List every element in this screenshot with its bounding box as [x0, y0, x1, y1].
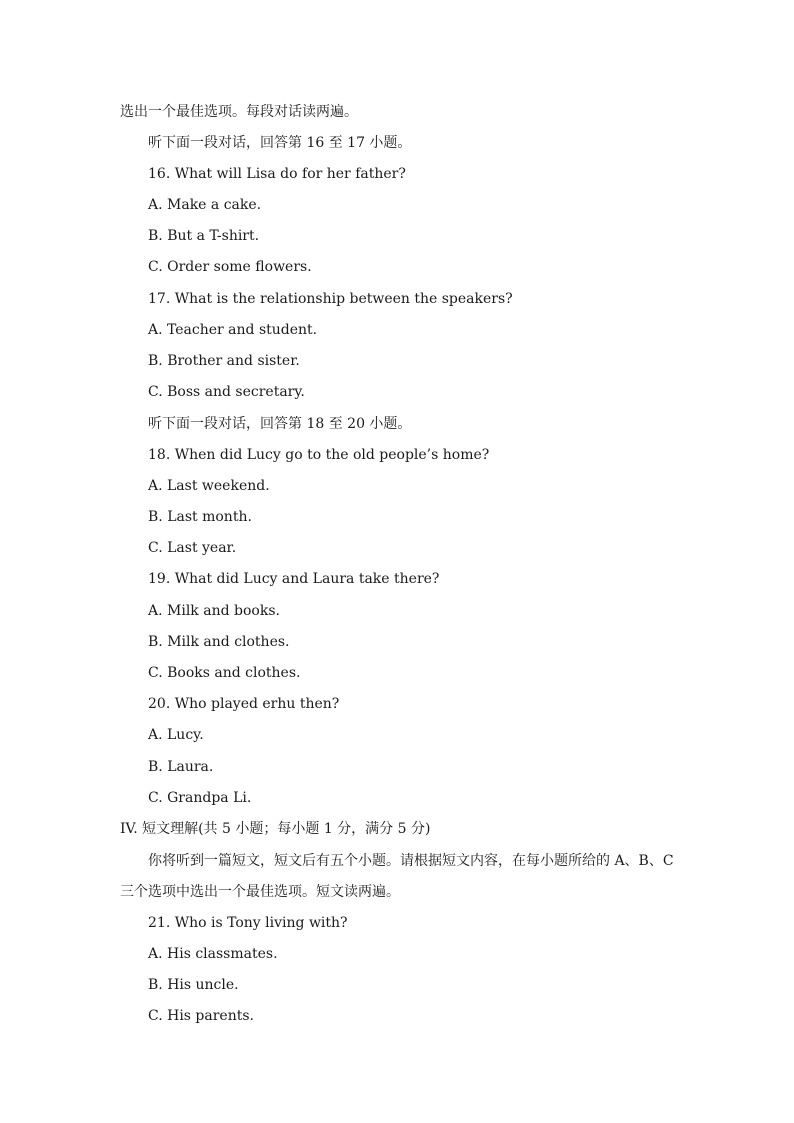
instruction-continuation: 选出一个最佳选项。每段对话读两遍。 — [120, 104, 358, 120]
option-16-a: A. Make a cake. — [148, 197, 262, 213]
question-21: 21. Who is Tony living with? — [148, 915, 348, 931]
option-17-c: C. Boss and secretary. — [148, 384, 305, 400]
option-20-c: C. Grandpa Li. — [148, 790, 252, 806]
option-18-b: B. Last month. — [148, 509, 252, 525]
dialogue-instruction: 听下面一段对话，回答第 16 至 17 小题。 — [148, 135, 412, 151]
passage-instruction: 你将听到一篇短文，短文后有五个小题。请根据短文内容，在每小题所给的 A、B、C — [148, 853, 674, 869]
dialogue-instruction: 听下面一段对话，回答第 18 至 20 小题。 — [148, 416, 412, 432]
instruction-continuation: 三个选项中选出一个最佳选项。短文读两遍。 — [120, 884, 400, 900]
option-17-b: B. Brother and sister. — [148, 353, 300, 369]
option-16-b: B. But a T-shirt. — [148, 228, 260, 244]
option-17-a: A. Teacher and student. — [148, 322, 318, 338]
option-20-a: A. Lucy. — [148, 727, 204, 743]
section-heading: IV. 短文理解(共 5 小题；每小题 1 分，满分 5 分) — [120, 821, 431, 837]
option-21-c: C. His parents. — [148, 1008, 254, 1024]
option-19-c: C. Books and clothes. — [148, 665, 301, 681]
question-20: 20. Who played erhu then? — [148, 696, 340, 712]
option-18-c: C. Last year. — [148, 540, 237, 556]
option-19-b: B. Milk and clothes. — [148, 634, 290, 650]
question-16: 16. What will Lisa do for her father? — [148, 166, 406, 182]
option-18-a: A. Last weekend. — [148, 478, 270, 494]
option-16-c: C. Order some flowers. — [148, 259, 312, 275]
question-19: 19. What did Lucy and Laura take there? — [148, 571, 440, 587]
option-19-a: A. Milk and books. — [148, 603, 280, 619]
option-21-b: B. His uncle. — [148, 977, 239, 993]
option-20-b: B. Laura. — [148, 759, 214, 775]
question-18: 18. When did Lucy go to the old people’s home? — [148, 447, 490, 463]
question-17: 17. What is the relationship between the speakers? — [148, 291, 513, 307]
option-21-a: A. His classmates. — [148, 946, 278, 962]
